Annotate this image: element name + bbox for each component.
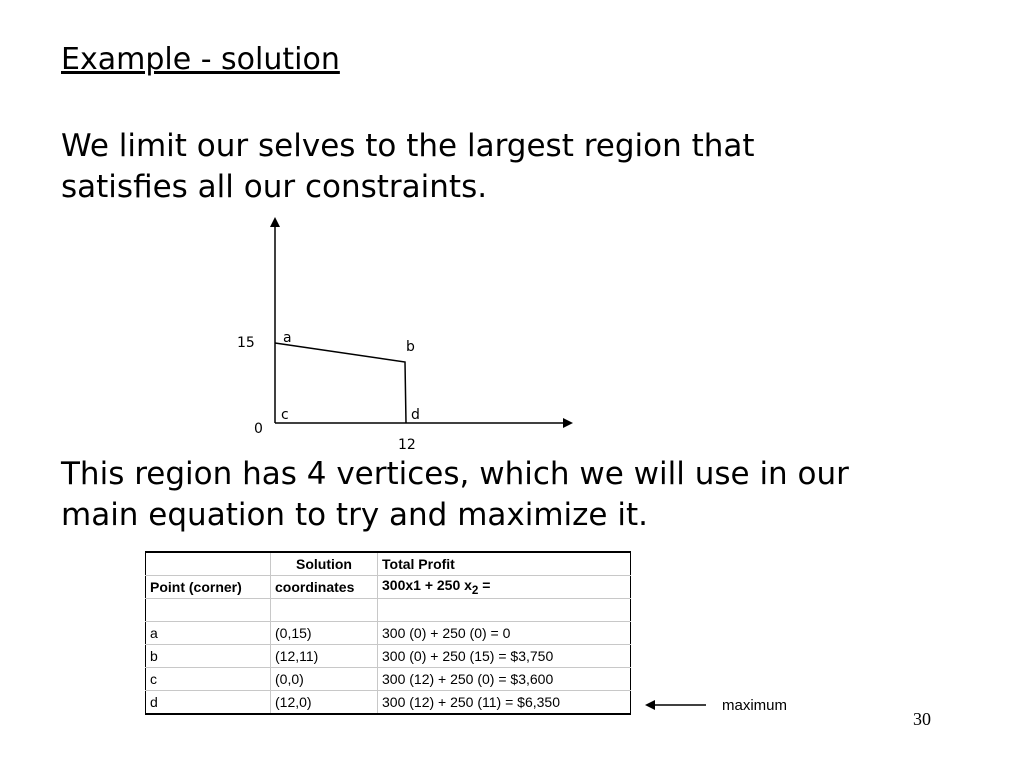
table-header-row-2 xyxy=(146,576,631,599)
row-point: d xyxy=(146,691,271,715)
row-profit: 300 (0) + 250 (15) = $3,750 xyxy=(378,645,631,668)
profit-table xyxy=(145,551,631,715)
row-coords: (0,15) xyxy=(271,622,378,645)
table-row xyxy=(146,622,631,645)
page-number: 30 xyxy=(913,709,931,729)
vertices-line-1: This region has 4 vertices, which we will use in our xyxy=(61,456,849,492)
row-point: b xyxy=(146,645,271,668)
header-total-profit: Total Profit xyxy=(378,552,631,576)
row-coords: (12,11) xyxy=(271,645,378,668)
row-point: c xyxy=(146,668,271,691)
row-point: a xyxy=(146,622,271,645)
origin-label: 0 xyxy=(254,421,263,437)
table-row xyxy=(146,691,631,715)
row-profit: 300 (0) + 250 (0) = 0 xyxy=(378,622,631,645)
vertex-label-a: a xyxy=(283,330,292,346)
table-header-row-1 xyxy=(146,552,631,576)
row-profit: 300 (12) + 250 (0) = $3,600 xyxy=(378,668,631,691)
row-coords: (12,0) xyxy=(271,691,378,715)
header-solution: Solution xyxy=(271,552,378,576)
y-tick-label: 15 xyxy=(237,335,255,351)
row-profit: 300 (12) + 250 (11) = $6,350 xyxy=(378,691,631,715)
row-coords: (0,0) xyxy=(271,668,378,691)
intro-line-2: satisfies all our constraints. xyxy=(61,169,488,205)
header-formula: 300x1 + 250 $x_2$ = xyxy=(378,576,631,599)
table-row xyxy=(146,668,631,691)
maximum-annotation: maximum xyxy=(722,697,788,714)
slide-title: Example - solution xyxy=(61,42,340,77)
vertex-label-b: b xyxy=(406,339,415,355)
region-boundary xyxy=(275,343,406,423)
vertices-paragraph xyxy=(61,454,849,536)
header-point-corner: Point (corner) xyxy=(146,576,271,599)
table-blank-row xyxy=(146,599,631,622)
header-coordinates: coordinates xyxy=(271,576,378,599)
vertex-label-d: d xyxy=(411,407,420,423)
table-row xyxy=(146,645,631,668)
vertex-label-c: c xyxy=(281,407,289,423)
intro-line-1: We limit our selves to the largest region that xyxy=(61,128,755,164)
x-tick-label: 12 xyxy=(398,437,416,453)
vertices-line-2: main equation to try and maximize it. xyxy=(61,497,648,533)
